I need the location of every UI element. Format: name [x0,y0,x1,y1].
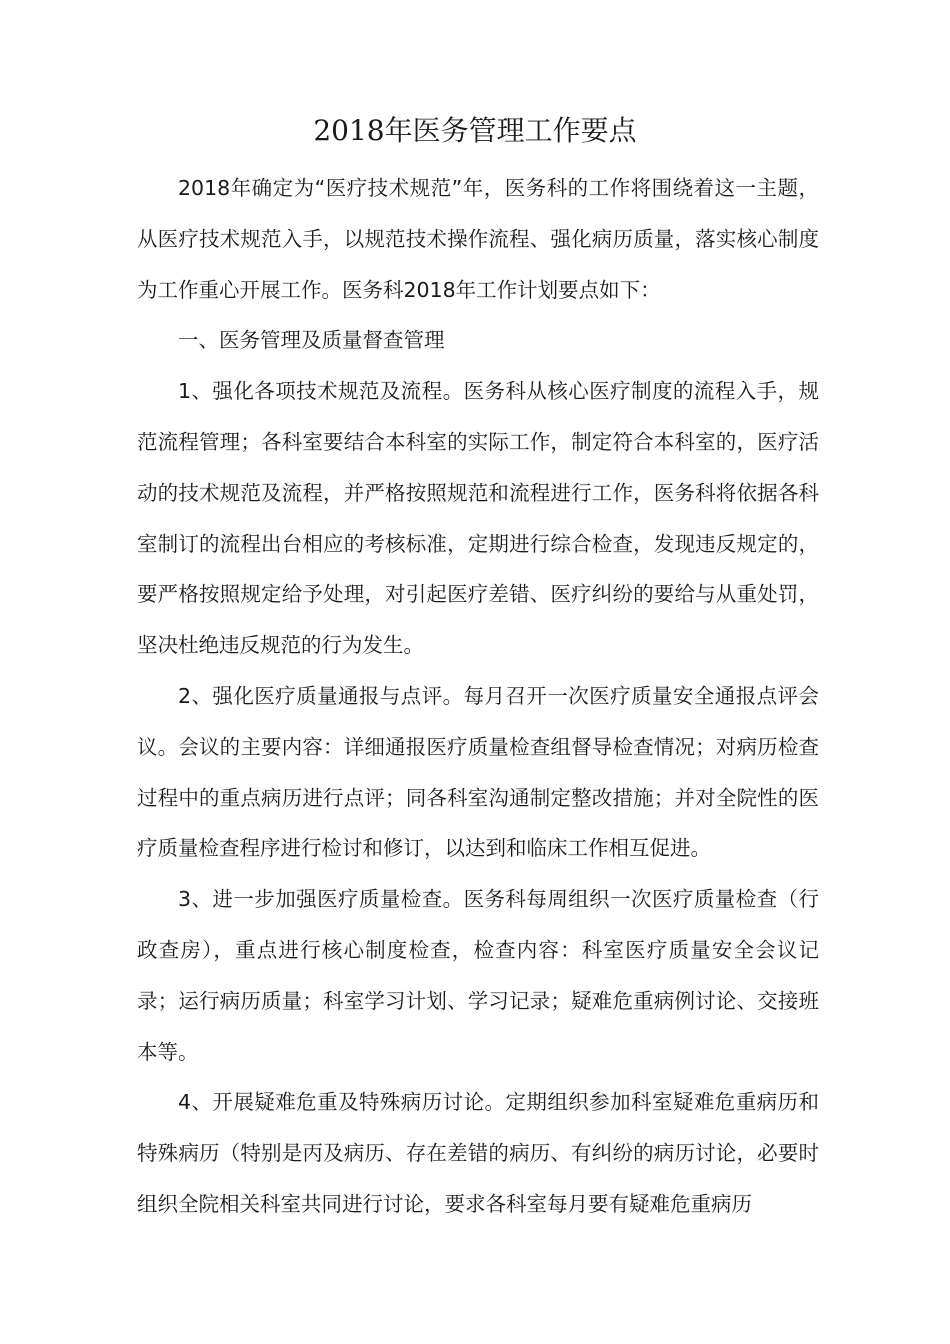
item-paragraph-2: 2、强化医疗质量通报与点评。每月召开一次医疗质量安全通报点评会议。会议的主要内容：详细通报医疗质量检查组督导检查情况；对病历检查过程中的重点病历进行点评；同各科室沟通制定整改措施；并对全院性的医疗质量检查程序进行检讨和修订，以达到和临床工作相互促进。 [137,683,819,861]
document-body [137,163,819,1230]
item-paragraph-4: 4、开展疑难危重及特殊病历讨论。定期组织参加科室疑难危重病历和特殊病历（特别是丙及病历、存在差错的病历、有纠纷的病历讨论，必要时组织全院相关科室共同进行讨论，要求各科室每月要有疑难危重病历 [137,1090,819,1216]
intro-paragraph: 2018年确定为“医疗技术规范”年，医务科的工作将围绕着这一主题，从医疗技术规范入手，以规范技术操作流程、强化病历质量，落实核心制度为工作重心开展工作。医务科2018年工作计划要点如下： [137,176,819,302]
item-paragraph-3: 3、进一步加强医疗质量检查。医务科每周组织一次医疗质量检查（行政查房），重点进行核心制度检查，检查内容：科室医疗质量安全会议记录；运行病历质量；科室学习计划、学习记录；疑难危重病例讨论、交接班本等。 [137,887,819,1064]
document-title: 2018年医务管理工作要点 [313,114,637,147]
item-paragraph-1: 1、强化各项技术规范及流程。医务科从核心医疗制度的流程入手，规范流程管理；各科室要结合本科室的实际工作，制定符合本科室的，医疗活动的技术规范及流程，并严格按照规范和流程进行工作，医务科将依据各科室制订的流程出台相应的考核标准，定期进行综合检查，发现违反规定的，要严格按照规定给予处理，对引起医疗差错、医疗纠纷的要给与从重处罚，坚决杜绝违反规范的行为发生。 [137,379,819,658]
section-heading: 一、医务管理及质量督查管理 [178,328,445,353]
